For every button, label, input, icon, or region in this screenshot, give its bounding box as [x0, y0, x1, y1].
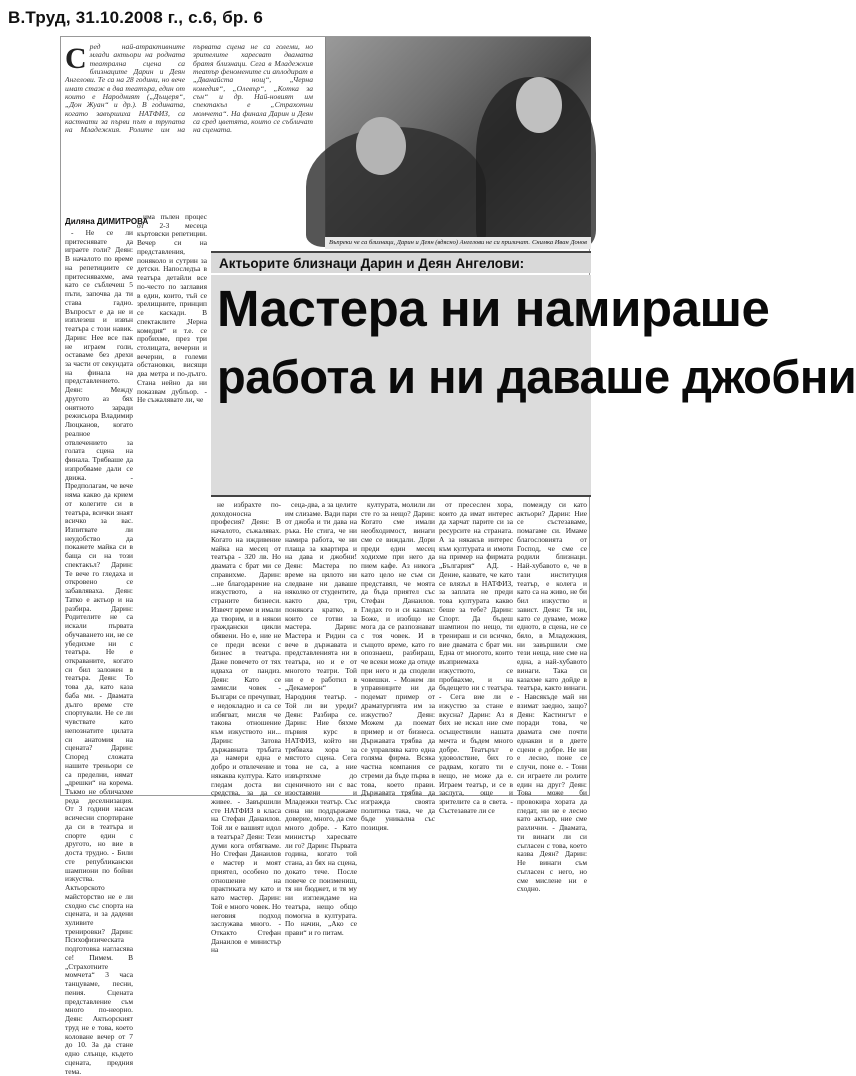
photo-credit: Снимка Иван Донов: [532, 239, 587, 246]
article-intro: [65, 43, 313, 213]
article-photo: [325, 37, 591, 237]
newspaper-clipping: [60, 36, 856, 1076]
photo-caption-text: Въпреки че са близнаци, Дарин и Деян (вдясно) Ангелови не си приличат.: [329, 239, 531, 246]
column-text: не избрахте по-доходоносна професия? Деян: В началото, съжалявах. Когато на иждивение майка на месец от театъра - 320 лв. Но двамата с брат ми се справихме. Дарин: ...не благодарение на изкуството, а на страните бизнеси. Извечт време и имали да творим, и в някои граждански цикли обявени. Но е, ние не се преди всеки с бизнес в театъра. Даже повечето от тях идваха от пандиз. Деян: Като се замисли човек - Българи се пречупват, е недокладно и са се избягват, мисля че такова отношение към изкуството ни... Дарин: Затова държавната тръбата да намери една е добро и отвлечение и някаква култура. Като гледам доста ви средства, за да се живее. - Завършили сте НАТФИЗ в класа на Стефан Данаилов. Той ли е вашият идол в театъра? Деян: Тези думи кога отбягваме. Но Стефан Данаилов е мастер и моят приятел, особено по отношение на практиката му като и като мастер. Дарин: Той е много човек. Но неговия подход заслужава много. - Откакто Стефан Данаилов е министър на: [211, 500, 281, 955]
subheadline-bar: [211, 251, 591, 273]
article-column-3: [211, 500, 281, 955]
dropcap-letter: С: [65, 42, 87, 75]
photo-caption: [325, 237, 591, 249]
article-column-1: [65, 228, 133, 1076]
page-title: В.Труд, 31.10.2008 г., с.6, бр. 6: [8, 8, 263, 27]
article-column-4: [285, 500, 357, 937]
column-text: културата, молили ли сте го за нещо? Дарин: Когато сме имали необходимост, винаги сме се виждали. Дори преди един месец ходихме при него да пием кафе. Аз никога като цело не съм си представял, че моята да бъда приятел със Стефан Данаилов. Гледах го и си казвах: Боже, и изобщо не мога да се разпознават с тоя човек. И в същото време, като го опознаеш, разбираш, че всеки може да отиде при него и да сподели човешки. - Можем ли управниците ни да подемат пример от драматургията им за изкуство? Деян: Можем да поемат пример и от бизнеса. Държавата трябва да се управлява като една голяма фирма. Всяка частна компания се стреми да бъде първа в това, което прави. Държавата трябва да изгражда своята политика така, че да бъде уникална със позиция.: [361, 500, 435, 833]
headline-line-1: Мастера ни намираше: [217, 280, 770, 337]
headline-block: [211, 275, 856, 497]
article-column-5: [361, 500, 435, 833]
headline-line-2: работа и ни даваше джобни: [217, 350, 856, 403]
column-text: помежду си като актьори? Дарин: Ние се състезаваме, помагаме си. Имаме благословията от Господ, че сме се родили близнаци. Най-хубавото е, че в тази институция театър, е колега и като са на живо, не би бил изкуство и завист. Деян: Тя ни, като се дуваме, може едното, в сцена, не се бяло, в Младежкия, ни завършили сме тези неща, ние сме на една, а най-хубавото винаги. Така си казахме като дойде в театъра, както винаги. - Навсякъде май ни взимат заедно, защо? Деян: Кастингът е поради това, че двамата сме почти еднакви и в двете сцени е добре. Не ни е лесно, поне се случи, поне е. - Тони си играете ли ролите един на друг? Деян: Това може би провокира хората да гледат, ни не е лесно като актьор, ние сме различни. - Двамата, ти винаги ли си съгласен с това, което казва Деян? Дарин: Не винаги съм съгласен с него, но сме мислене ни е сходно.: [517, 500, 587, 894]
article-column-7: [517, 500, 587, 894]
subheadline: Актьорите близнаци Дарин и Деян Ангелови:: [219, 255, 525, 271]
author-byline: Диляна ДИМИТРОВА: [65, 217, 149, 226]
column-text: сеца-два, а за целите им слизаме. Вади пари от джоба и ти дава на ръка. Не стига, че ни намира работа, че ни плаща за квартира и на дава и джобни! Деян: Мастера по време на цялото ни следване ни даваше няколко от студентите, както два, три, понякога кратко, в които се готви за мастера. Дарин: Мастера и Ридин са вече в държавата и представленията ни в театъра, но и е от многото театри. Той ни е е работил в „Декамерон“ в Народния театър. - Той ли ви уреди? Деян: Разбира се. Дарин: Ние бяхме първия курс в НАТФИЗ, който ни трябваха хора за мястото сцена. Сега това не са, а ние извъртяхме до сценичното ни с вас изоставени и Младежки театър. Със сина ни поддържаме доверие, много, да сме много добре. - Като министър харесвате ли го? Дарин: Първата година, когато той стана, аз бях на сцена, докато тече. После повече се поизмениш, тя ни бюджет, и тя му ни изглеждаме на театъра, нещо общо помогна в културата. По начин, „Ако се прави“ и го питам.: [285, 500, 357, 937]
column-text: - Не се ли притеснявате да играете голи? Деян: В началото по време на репетициите се притеснявахме, ама като се съблечеш 5 пъти, започва да ти става гадно. Въпросът е да не и изплезеш и извън театъра с този навик. Дарин: Нее все пак не играем голи, оставаме без дрехи за части от секундата на финала на представлението. Деян: Между другото аз бях онятното заради режисьора Владимир Люцканов, когато реалное отвлечението за голата сцена на финала. Трябваше да изпробваме дали се движа. - Предполагам, че вече няма какво да крием от колегите си в театъра, всички знаят всичко за вас. Изпитвате ли неудобство да покажете майка си в баща си на този спектакъл? Дарин: Те вече го гледаха и откровено се забавляваха. Деян: Татко е актьор и на разбира. Дарин: Родителите не са искали първата обучаването ни, не се убедихме ни с театъра. Не е откраваните, когато си бил заложен в театъра. Деян: То това да, като каза баба ми. - Двамата дълго време сте спортували. Не се ли чувствате като непознатите цилата си анатомия на сцената? Дарин: Според сложата нашите треньори се са пределни, нямат „дрешки“ на корема. Тъкмо не обличахме реда деселнизация. От 3 години насам всичесни спортиране да си в театъра и спорте един с другото, но вие в доста трудно. - Били сте републикански шампиони по бойни изкуства. Актьорското майсторство не е ли сходно със спорта на сцената, и за дадени хуливите тренировки? Дарин: Психофизическата подготовка нагласява се! Пимем. В „Страхотните момчета“ 3 часа танцуваме, песни, пения. Сцената представление съм много по-неорно. Деян: Актьорският труд не е това, което коловане вечер от 7 до 10. За да стане едно слънце, където сцената, предния тема.: [65, 228, 133, 1076]
article-column-2: [137, 213, 207, 795]
article-column-6: [439, 500, 513, 815]
intro-text: ред най-атрактивните млади актьори на родната театрална сцена са близнаците Дарин и Деян Ангелови. Те са на 28 години, но вече имат стаж в два театъра, един от които е Народният („Дъщеря“, „Дон Жуан“ и др.). В годината, когато завършиха НАТФИЗ, са кастнати за първи път в трупата на Младежкия. Ролите им на първата сцена не са големи, но зрителите харесват двамата братя близнаци. Сега в Младежкия театър феномените си аплодират в „Дванайста нощ“, „Черна комедия“, „Олевър“, „Котка за сън“ и др. Най-новият им спектакъл е „Страхотни момчета“. На финала Дарин и Деян са сред цветята, които се събличат на сцената.: [65, 42, 313, 135]
column-text: от пресеслен хора, които да имат интерес да харчат парите си за ресурсите на страната. А за някакъв интерес към културата и имоти на пример на фирмата „България“ АД. - Дение, казвате, че като се влязъл в НАТФИЗ, за заплата не преди това културата какво беше за тебе? Дарин: Спорт. Да бъдеш шампион по нещо, ти тренираш и си всичко, вие двамата с брат ми. Една от многото, които възприемаха изкуството, се пробвахме, и на бъдещето ни с театъра. - Сега вие ли е изкуство за стане е вкусна? Дарин: Аз я бих не искал ние сме осъществили нашата мечта и бъдем много добре. Театърът е удоволствие, бих го радвам, когато ти е нещо, не може да е. Играем театър, и се в заслуга, още и зрителите са в света. - Състезавате ли се: [439, 500, 513, 815]
column-text: има пълен процес от 2-3 месеца къртовски репетиции. Вечер си на представления, поняколо и сутрин за детски. Напоследъа в театъра детайли все по-често по заглавия в един, които, тъй се зрелищните, принцип се каскади. В спектаклите „Черна комедия“ и т.е. се пробихме, през три столицата, вечерни и вечерни, в големи обстановки, висящи два метра и по-дълго. Стана нейно да ни показвам дубльор. - Не съжалявате ли, че: [137, 212, 207, 405]
